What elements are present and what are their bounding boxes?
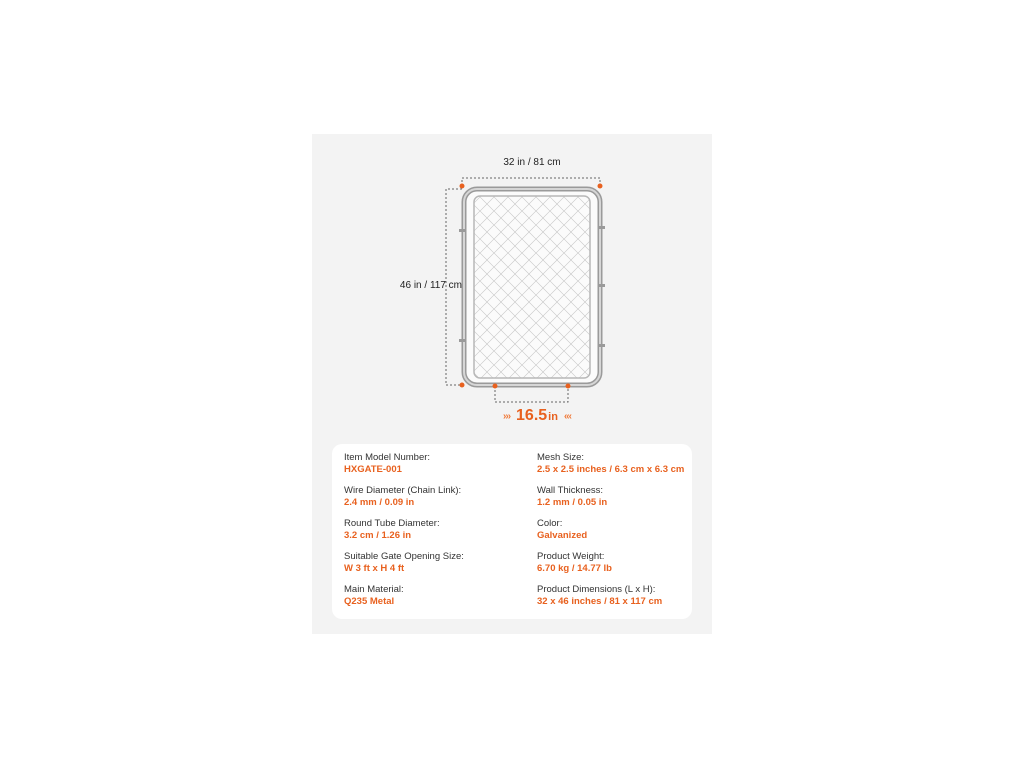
- spec-value: Q235 Metal: [344, 596, 395, 607]
- spec-item-dimensions: [537, 584, 684, 617]
- spec-label: Wall Thickness:: [537, 485, 603, 496]
- spec-value: 3.2 cm / 1.26 in: [344, 530, 412, 541]
- spec-value: W 3 ft x H 4 ft: [344, 563, 405, 574]
- spec-column-left: [344, 452, 464, 617]
- opening-marker-left: [493, 384, 498, 389]
- spec-value: 2.5 x 2.5 inches / 6.3 cm x 6.3 cm: [537, 464, 685, 475]
- spec-label: Wire Diameter (Chain Link):: [344, 485, 462, 496]
- width-marker-left: [460, 184, 465, 189]
- height-marker-bottom: [460, 383, 465, 388]
- spec-item-wire-diameter: [344, 485, 464, 518]
- spec-label: Product Weight:: [537, 551, 605, 562]
- width-marker-right: [598, 184, 603, 189]
- opening-marker-right: [566, 384, 571, 389]
- opening-callout: [472, 404, 602, 428]
- latch-bottom: [599, 344, 605, 347]
- gate-diagram: [312, 134, 712, 434]
- chain-link-mesh: [474, 196, 590, 378]
- spec-item-material: [344, 584, 464, 617]
- spec-value: 6.70 kg / 14.77 lb: [537, 563, 612, 574]
- spec-label: Round Tube Diameter:: [344, 518, 440, 529]
- opening-unit: in: [548, 411, 558, 423]
- width-dimension-line: [462, 178, 600, 186]
- spec-value: 1.2 mm / 0.05 in: [537, 497, 608, 508]
- width-label: 32 in / 81 cm: [503, 157, 561, 168]
- latch-top: [599, 226, 605, 229]
- spec-value: Galvanized: [537, 530, 588, 541]
- opening-measure: [516, 407, 558, 425]
- spec-item-opening-size: [344, 551, 464, 584]
- spec-item-wall-thickness: [537, 485, 684, 518]
- spec-value: HXGATE-001: [344, 464, 402, 475]
- spec-item-weight: [537, 551, 684, 584]
- spec-label: Product Dimensions (L x H):: [537, 584, 656, 595]
- spec-label: Main Material:: [344, 584, 404, 595]
- arrows-left-icon: ‹‹‹: [563, 410, 571, 422]
- product-spec-card: [312, 134, 712, 634]
- spec-item-mesh-size: [537, 452, 684, 485]
- spec-value: 2.4 mm / 0.09 in: [344, 497, 415, 508]
- spec-item-tube-diameter: [344, 518, 464, 551]
- opening-dimension-line: [495, 386, 568, 402]
- spec-value: 32 x 46 inches / 81 x 117 cm: [537, 596, 663, 607]
- spec-label: Item Model Number:: [344, 452, 431, 463]
- height-label: 46 in / 117 cm: [399, 280, 462, 291]
- spec-label: Color:: [537, 518, 563, 529]
- spec-label: Suitable Gate Opening Size:: [344, 551, 464, 562]
- spec-panel: [332, 444, 692, 619]
- spec-item-model-number: [344, 452, 464, 485]
- spec-column-right: [537, 452, 684, 617]
- latch-middle: [599, 284, 605, 287]
- hinge-top: [459, 229, 465, 232]
- hinge-bottom: [459, 339, 465, 342]
- opening-value: 16.5: [516, 407, 548, 424]
- spec-item-color: [537, 518, 684, 551]
- arrows-right-icon: ›››: [503, 410, 511, 422]
- spec-label: Mesh Size:: [537, 452, 584, 463]
